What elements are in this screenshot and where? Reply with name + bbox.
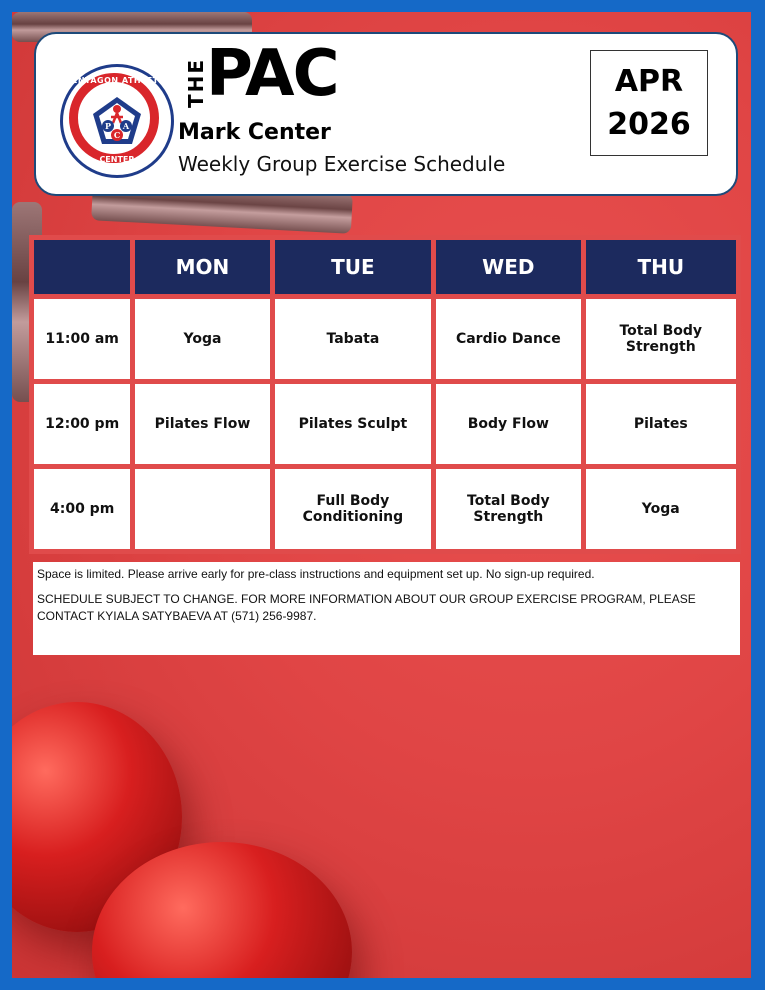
- schedule-row: [34, 299, 736, 379]
- class-cell: Full Body Conditioning: [275, 469, 431, 549]
- class-cell: Body Flow: [436, 384, 580, 464]
- header-card: [34, 32, 738, 196]
- pentagon-emblem-icon: [91, 95, 143, 147]
- day-header-wed: WED: [436, 240, 580, 294]
- flyer-background: [12, 12, 751, 978]
- day-header-tue: TUE: [275, 240, 431, 294]
- month-year-box: [590, 50, 708, 156]
- class-cell: Cardio Dance: [436, 299, 580, 379]
- logo-letter-p: P: [104, 121, 112, 131]
- time-cell: 11:00 am: [34, 299, 130, 379]
- class-cell: Pilates Flow: [135, 384, 269, 464]
- brand-the: THE: [184, 58, 208, 109]
- logo-ring-text-bottom: CENTER: [99, 155, 135, 164]
- logo-letter-a: A: [122, 121, 130, 131]
- schedule-notes: [33, 562, 740, 655]
- class-cell: Pilates: [586, 384, 736, 464]
- day-header-thu: THU: [586, 240, 736, 294]
- brand-pac: PAC: [206, 37, 338, 111]
- time-cell: 4:00 pm: [34, 469, 130, 549]
- class-cell: Yoga: [586, 469, 736, 549]
- corner-cell: [34, 240, 130, 294]
- schedule-row: [34, 384, 736, 464]
- notes-line-2: SCHEDULE SUBJECT TO CHANGE. FOR MORE INFORMATION ABOUT OUR GROUP EXERCISE PROGRAM, PLEASE CONTACT KYIALA SATYBAEVA AT (571) 256-9987.: [37, 591, 696, 623]
- schedule-row: [34, 469, 736, 549]
- schedule-subtitle: Weekly Group Exercise Schedule: [178, 152, 506, 176]
- year-label: 2026: [607, 107, 691, 142]
- class-cell: Yoga: [135, 299, 269, 379]
- time-cell: 12:00 pm: [34, 384, 130, 464]
- notes-line-1: Space is limited. Please arrive early for pre-class instructions and equipment set up. No sign-up required.: [37, 567, 595, 581]
- logo-ring-text-top: PENTAGON ATHLETIC: [65, 76, 169, 85]
- day-header-mon: MON: [135, 240, 269, 294]
- class-cell: Tabata: [275, 299, 431, 379]
- pac-logo: [60, 64, 174, 178]
- location-name: Mark Center: [178, 120, 331, 145]
- schedule-table: [29, 235, 741, 554]
- month-label: APR: [614, 63, 684, 99]
- class-cell: Total Body Strength: [436, 469, 580, 549]
- class-cell: [135, 469, 269, 549]
- day-header-row: [34, 240, 736, 294]
- class-cell: Pilates Sculpt: [275, 384, 431, 464]
- class-cell: Total Body Strength: [586, 299, 736, 379]
- logo-letter-c: C: [113, 130, 121, 140]
